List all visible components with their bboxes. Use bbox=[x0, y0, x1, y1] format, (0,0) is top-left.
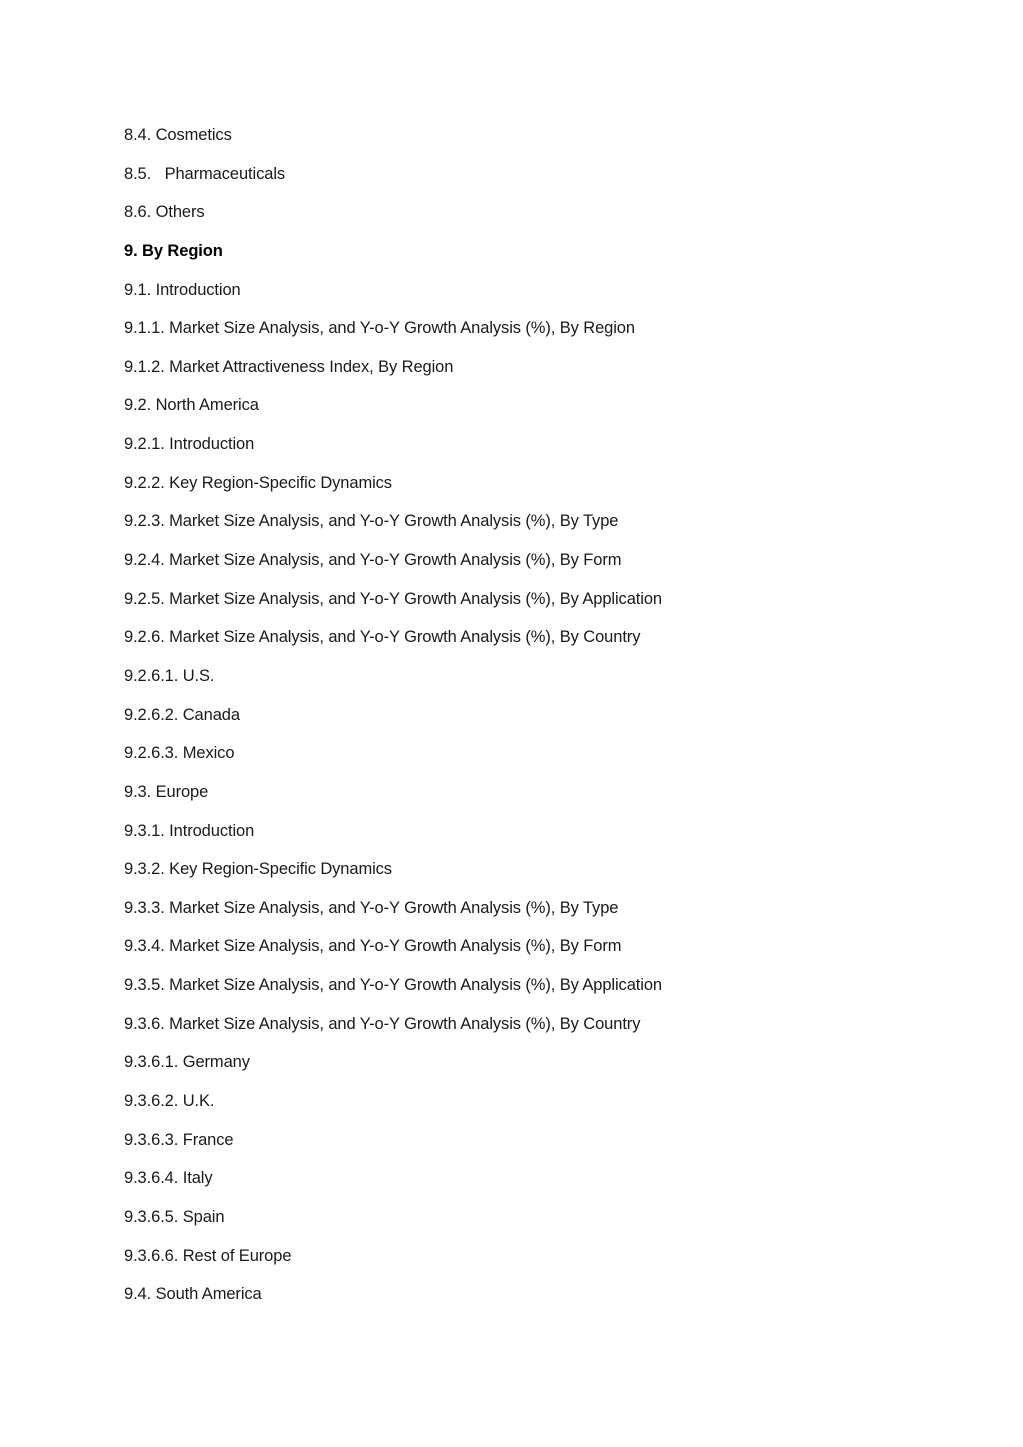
toc-entry: 9.3.6.1. Germany bbox=[124, 1053, 250, 1072]
toc-entry: 9.3.5. Market Size Analysis, and Y-o-Y Growth Analysis (%), By Application bbox=[124, 976, 662, 995]
toc-entry: 9.2.5. Market Size Analysis, and Y-o-Y Growth Analysis (%), By Application bbox=[124, 589, 662, 608]
toc-entry: 9.3. Europe bbox=[124, 782, 209, 801]
table-of-contents bbox=[124, 123, 984, 1321]
toc-entry: 9.3.6. Market Size Analysis, and Y-o-Y Growth Analysis (%), By Country bbox=[124, 1014, 641, 1033]
toc-entry: 9.3.4. Market Size Analysis, and Y-o-Y Growth Analysis (%), By Form bbox=[124, 937, 622, 956]
toc-entry: 9.2.4. Market Size Analysis, and Y-o-Y Growth Analysis (%), By Form bbox=[124, 551, 622, 570]
toc-entry: 9.1.2. Market Attractiveness Index, By Region bbox=[124, 357, 454, 376]
toc-entry: 9.3.6.6. Rest of Europe bbox=[124, 1246, 292, 1265]
toc-entry: 9.3.6.4. Italy bbox=[124, 1169, 213, 1188]
toc-entry: 9.1.1. Market Size Analysis, and Y-o-Y Growth Analysis (%), By Region bbox=[124, 319, 635, 338]
toc-entry: 9.2.1. Introduction bbox=[124, 435, 255, 454]
toc-entry: 8.4. Cosmetics bbox=[124, 126, 232, 144]
toc-entry: 9.3.1. Introduction bbox=[124, 821, 255, 840]
toc-entry: 9.2.6. Market Size Analysis, and Y-o-Y Growth Analysis (%), By Country bbox=[124, 628, 641, 647]
toc-entry: 8.6. Others bbox=[124, 203, 205, 222]
toc-section-heading: 9. By Region bbox=[124, 241, 223, 260]
toc-entry: 9.2.2. Key Region-Specific Dynamics bbox=[124, 473, 392, 492]
toc-entry: 9.4. South America bbox=[124, 1285, 262, 1304]
toc-entry: 9.3.2. Key Region-Specific Dynamics bbox=[124, 860, 392, 879]
toc-entry: 9.2. North America bbox=[124, 396, 259, 415]
toc-entry: 9.3.6.3. France bbox=[124, 1130, 234, 1149]
toc-entry: 9.3.6.5. Spain bbox=[124, 1207, 225, 1226]
toc-entry: 9.2.6.2. Canada bbox=[124, 705, 240, 724]
toc-entry: 9.3.6.2. U.K. bbox=[124, 1092, 215, 1111]
toc-entry: 9.1. Introduction bbox=[124, 280, 241, 299]
toc-entry: 9.2.3. Market Size Analysis, and Y-o-Y Growth Analysis (%), By Type bbox=[124, 512, 619, 531]
toc-entry: 8.5. Pharmaceuticals bbox=[124, 164, 286, 183]
toc-entry: 9.2.6.1. U.S. bbox=[124, 666, 215, 685]
toc-entry: 9.3.3. Market Size Analysis, and Y-o-Y Growth Analysis (%), By Type bbox=[124, 898, 619, 917]
toc-entry: 9.2.6.3. Mexico bbox=[124, 744, 235, 763]
